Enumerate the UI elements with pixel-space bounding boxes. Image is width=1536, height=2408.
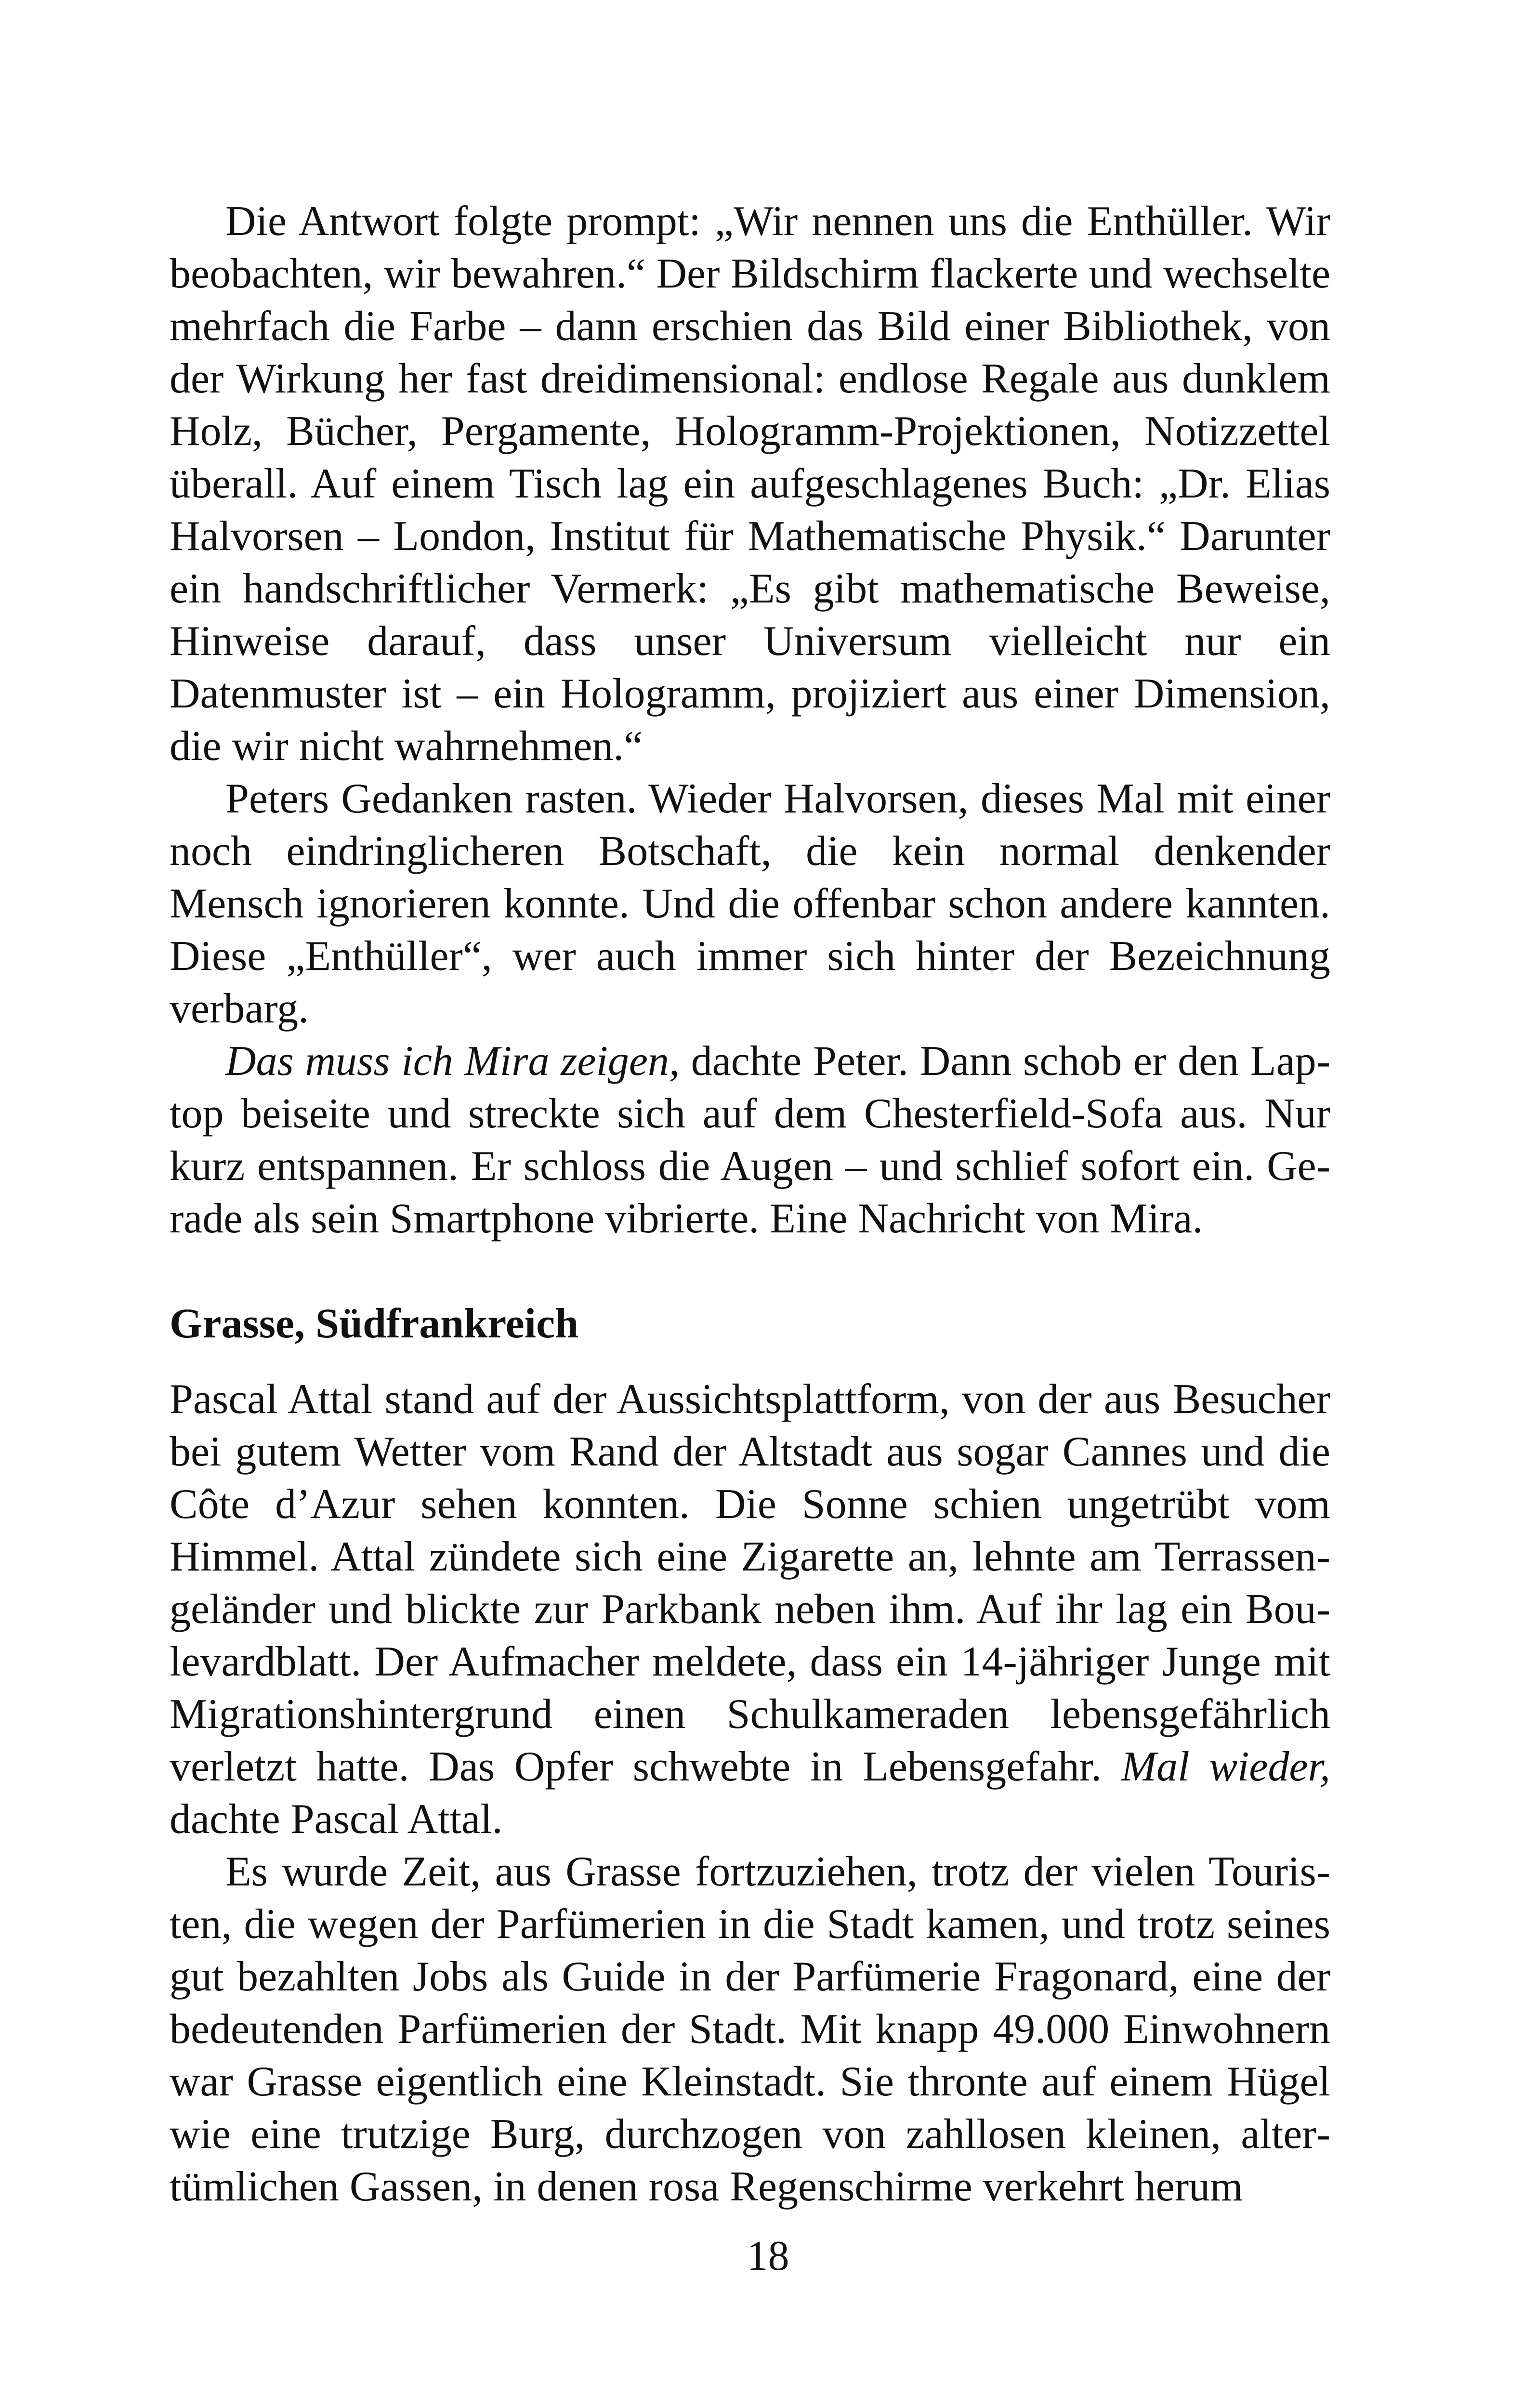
paragraph: Es wurde Zeit, aus Grasse fortzuziehen, trotz der vielen Touristen, die wegen der Parfümerien in die Stadt kamen, und trotz seines gut bezahlten Jobs als Guide in der Parfümerie Fragonard, eine der bedeutenden Parfümerien der Stadt. Mit knapp 49.000 Einwohnern war Grasse eigentlich eine Kleinstadt. Sie thronte auf einem Hügel wie eine trutzige Burg, durchzogen von zahllosen kleinen, altertümlichen Gassen, in denen rosa Regenschirme verkehrt herum [170,1848,1330,2210]
paragraph-text: Pascal Attal stand auf der Aussichtsplattform, von der aus Besucher bei gutem Wetter vom Rand der Altstadt aus sogar Cannes und die Côte d’Azur sehen konnten. Die Sonne schien ungetrübt vom Himmel. Attal zündete sich eine Zigarette an, lehnte am Terrassengeländer und blickte zur Parkbank neben ihm. Auf ihr lag ein Boulevardblatt. Der Aufmacher meldete, dass ein 14-jähriger Junge mit Migrationshintergrund einen Schulkameraden lebensgefährlich verletzt hatte. Das Opfer schwebte in Lebensgefahr. [170,1376,1330,1790]
paragraph [170,1035,1330,1245]
italic-thought: Mal wieder, [1121,1743,1331,1790]
page-number: 18 [747,2233,789,2279]
paragraph: Die Antwort folgte prompt: „Wir nennen uns die Enthüller. Wir beobachten, wir bewahren.“ Der Bildschirm flackerte und wechselte mehrfach die Farbe – dann erschien das Bild einer Bibliothek, von der Wirkung her fast dreidimensional: endlose Regale aus dunklem Holz, Bücher, Pergamente, Hologramm-Projektionen, Notizzettel überall. Auf einem Tisch lag ein aufgeschlagenes Buch: „Dr. Elias Halvorsen – London, Institut für Mathematische Physik.“ Darunter ein handschriftlicher Vermerk: „Es gibt mathematische Beweise, Hinweise darauf, dass unser Universum vielleicht nur ein Datenmuster ist – ein Hologramm, projiziert aus einer Dimension, die wir nicht wahrnehmen.“ [170,198,1330,770]
paragraph: Peters Gedanken rasten. Wieder Halvorsen, dieses Mal mit einer noch eindringlicheren Botschaft, die kein normal denkender Mensch ignorieren konnte. Und die offenbar schon andere kannten. Diese „Enthüller“, wer auch immer sich hinter der Bezeichnung verbarg. [170,775,1330,1032]
paragraph-text: dachte Peter. Dann schob er den Laptop beiseite und streckte sich auf dem Chesterfield-Sofa aus. Nur kurz entspannen. Er schloss die Augen – und schlief sofort ein. Gerade als sein Smartphone vibrierte. Eine Nachricht von Mira. [170,1038,1330,1242]
paragraph [170,1373,1330,1845]
italic-thought: Das muss ich Mira zeigen, [225,1038,680,1085]
section-heading: Grasse, Südfrankreich [170,1300,579,1347]
paragraph-text: dachte Pascal Attal. [170,1796,503,1843]
body-text [170,195,1330,2213]
